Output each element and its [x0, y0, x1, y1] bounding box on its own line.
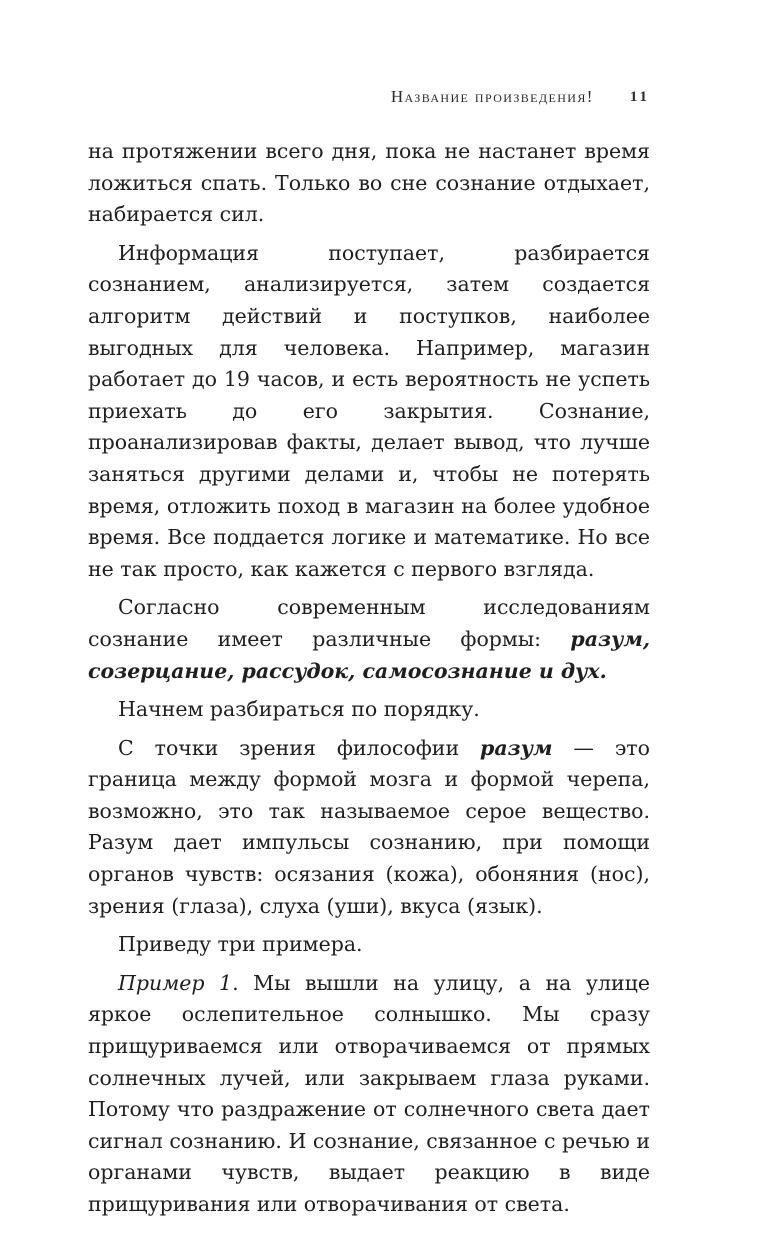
paragraph-information: Информация поступает, разбирается сознанием, анализируется, затем создается алгоритм действий и поступков, наиболее выгодных для человека. Например, магазин работает до 19 часов, и есть вероятность не успеть приехать до его закрытия. Сознание, проанализировав факты, делает вывод, что лучше заняться другими делами и, чтобы не потерять время, отложить поход в магазин на более удобное время. Все поддается логике и математике. Но все не так просто, как кажется с первого взгляда.	[88, 240, 650, 581]
paragraph-example-1	[88, 968, 650, 1221]
paragraph-continuation: на протяжении всего дня, пока не настанет время ложиться спать. Только во сне сознание отдыхает, набирается сил.	[88, 139, 650, 227]
body-text	[88, 136, 650, 1221]
paragraph-reason-definition	[88, 733, 650, 923]
paragraph-forms-of-consciousness	[88, 592, 650, 687]
example-label: Пример 1	[118, 970, 233, 995]
book-page	[88, 82, 650, 1221]
paragraph-text: . Мы вышли на улицу, а на улице яркое ослепительное солнышко. Мы сразу прищуриваемся или отворачиваемся от прямых солнечных лучей, или закрываем глаза руками. Потому что раздражение от солнечного света дает сигнал сознанию. И сознание, связанное с речью и органами чувств, выдает реакцию в виде прищуривания или отворачивания от света.	[88, 970, 650, 1216]
paragraph-text: Согласно современным исследованиям сознание имеет различные формы:	[88, 595, 650, 651]
paragraph-text: — это граница между формой мозга и формой черепа, возможно, это так называемое серое вещество. Разум дает импульсы сознанию, при помощи органов чувств: осязания (кожа), обоняния (нос), зрения (глаза), слуха (уши), вкуса (язык).	[88, 735, 650, 918]
paragraph-begin-order: Начнем разбираться по порядку.	[118, 697, 480, 722]
paragraph-text: С точки зрения философии	[118, 735, 481, 760]
emphasis-forms-list: разум, созерцание, рассудок, самосознание и дух.	[88, 626, 650, 683]
running-header	[88, 82, 650, 112]
page-number: 11	[629, 88, 650, 105]
emphasis-term-reason: разум	[480, 735, 553, 760]
paragraph-three-examples: Приведу три примера.	[118, 932, 363, 957]
chapter-title: Название произведения!	[390, 87, 594, 106]
